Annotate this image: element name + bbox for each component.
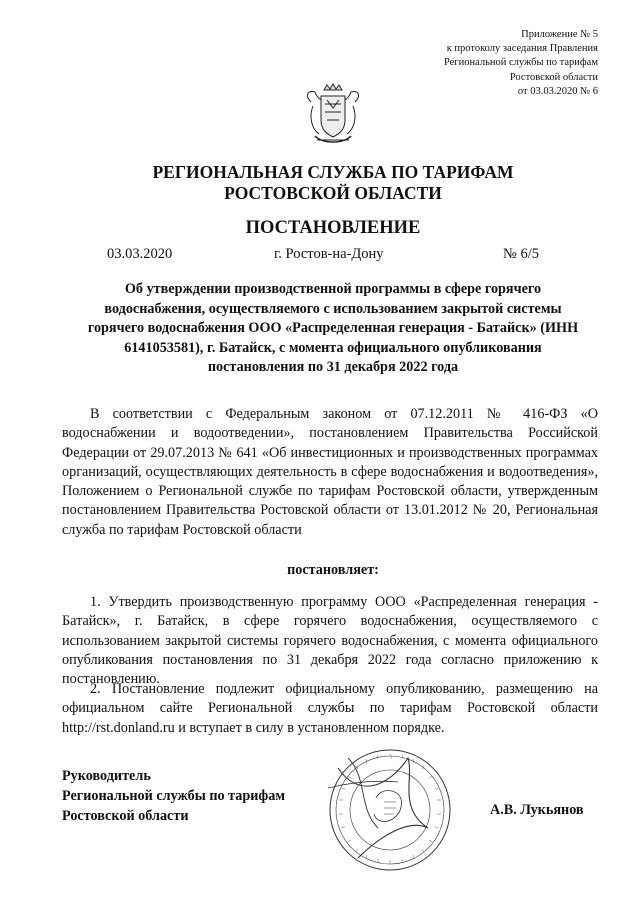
signatory-title-line: Региональной службы по тарифам xyxy=(62,788,286,804)
coat-of-arms-icon xyxy=(303,82,363,148)
official-seal-icon xyxy=(318,738,458,878)
org-line: РОСТОВСКОЙ ОБЛАСТИ xyxy=(224,183,442,203)
appendix-line: к протоколу заседания Правления xyxy=(446,43,598,55)
document-number: № 6/5 xyxy=(503,246,539,262)
document-city: г. Ростов-на-Дону xyxy=(274,246,384,262)
decree-item-2: 2. Постановление подлежит официальному опубликованию, размещению на официальном сайте Региональной службы по тарифам Ростовской области http://rst.donland.ru и вступает в силу в установленном порядке. xyxy=(62,681,598,736)
document-type: ПОСТАНОВЛЕНИЕ xyxy=(245,218,421,238)
document-date: 03.03.2020 xyxy=(107,246,173,262)
organization-name xyxy=(60,162,606,204)
appendix-line: от 03.03.2020 № 6 xyxy=(517,85,598,97)
appendix-note xyxy=(378,28,598,99)
decree-item-1: 1. Утвердить производственную программу ООО «Распределенная генерация - Батайск», г. Батайск, в сфере горячего водоснабжения, осуществляемого с использованием закрытой системы горячего водоснабжения, с момента официального опубликования постановления по 31 декабря 2022 года согласно приложению к постановлению. xyxy=(62,594,598,688)
signatory-title-line: Ростовской области xyxy=(62,808,189,824)
preamble-paragraph: В соответствии с Федеральным законом от 07.12.2011 № 416-ФЗ «О водоснабжении и водоотведении», постановлением Правительства Российской Федерации от 29.07.2013 № 641 «Об инвестиционных и производственных программах организаций, осуществляющих деятельность в сфере водоснабжения и водоотведения», Положением о Региональной службе по тарифам Ростовской области, утвержденным постановлением Правительства Ростовской области от 13.01.2012 № 20, Региональная служба по тарифам Ростовской области xyxy=(62,406,598,538)
appendix-line: Приложение № 5 xyxy=(521,29,598,40)
document-subject: Об утверждении производственной программы в сфере горячего водоснабжения, осуществляемого с использованием закрытой системы горячего водоснабжения ООО «Распределенная генерация - Батайск» (ИНН 6141053581), г. Батайск, с момента официального опубликования постановления по 31 декабря 2022 года xyxy=(87,281,579,376)
decree-word: постановляет: xyxy=(287,562,379,578)
signatory-name: А.В. Лукьянов xyxy=(490,802,584,818)
signatory-title xyxy=(62,766,285,826)
appendix-line: Ростовской области xyxy=(509,71,598,83)
org-line: РЕГИОНАЛЬНАЯ СЛУЖБА ПО ТАРИФАМ xyxy=(152,162,514,182)
signatory-title-line: Руководитель xyxy=(62,768,151,784)
appendix-line: Региональной службы по тарифам xyxy=(443,57,598,69)
